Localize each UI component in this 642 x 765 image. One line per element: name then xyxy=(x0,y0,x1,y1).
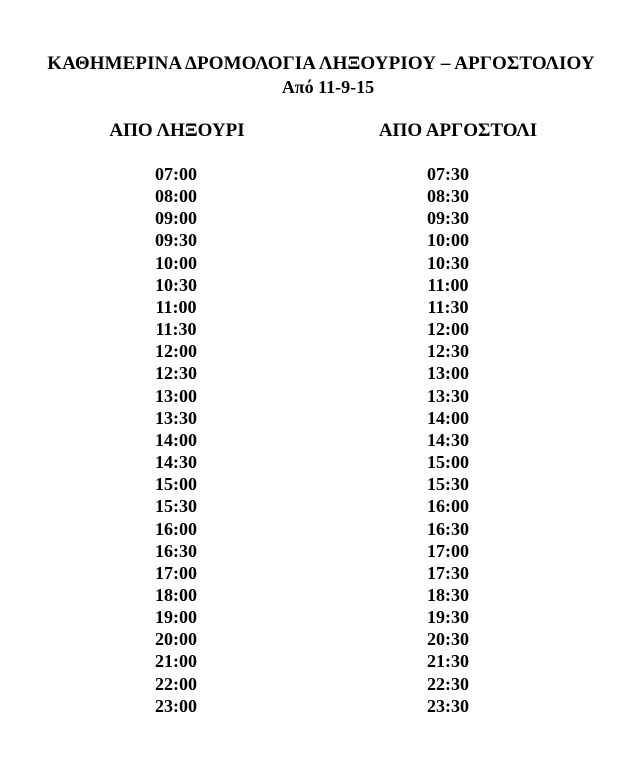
departure-time-lixouri: 15:30 xyxy=(155,496,197,517)
departure-time-argostoli: 09:30 xyxy=(427,208,469,229)
departure-time-lixouri: 07:00 xyxy=(155,164,197,184)
departure-time-lixouri: 12:30 xyxy=(155,363,197,384)
departure-time-argostoli: 17:30 xyxy=(427,562,469,583)
departure-time-argostoli: 18:30 xyxy=(427,584,469,605)
departure-time-argostoli: 21:30 xyxy=(427,651,469,672)
departure-time-argostoli: 13:00 xyxy=(427,363,469,384)
departure-time-lixouri: 16:30 xyxy=(155,540,197,561)
column-header-from-argostoli: ΑΠΟ ΑΡΓΟΣΤΟΛΙ xyxy=(378,120,538,141)
departure-time-lixouri: 11:30 xyxy=(155,319,197,340)
departure-time-lixouri: 14:00 xyxy=(155,429,197,450)
departure-time-argostoli: 14:30 xyxy=(427,429,469,450)
departure-time-lixouri: 10:30 xyxy=(155,274,197,295)
departure-time-lixouri: 15:00 xyxy=(155,474,197,495)
departure-time-argostoli: 22:30 xyxy=(427,673,469,694)
departure-time-argostoli: 10:00 xyxy=(427,230,469,251)
departure-time-argostoli: 23:30 xyxy=(427,695,469,716)
departure-time-lixouri: 10:00 xyxy=(155,252,197,273)
departure-time-lixouri: 23:00 xyxy=(155,695,197,716)
departure-time-lixouri: 09:00 xyxy=(155,208,197,229)
departure-time-argostoli: 12:30 xyxy=(427,341,469,362)
departure-time-argostoli: 16:30 xyxy=(427,518,469,539)
departure-time-argostoli: 07:30 xyxy=(427,164,469,184)
departure-time-lixouri: 18:00 xyxy=(155,584,197,605)
departure-time-lixouri: 14:30 xyxy=(155,452,197,473)
departure-time-lixouri: 08:00 xyxy=(155,186,197,207)
departure-time-argostoli: 11:00 xyxy=(427,274,469,295)
departure-time-argostoli: 12:00 xyxy=(427,319,469,340)
departure-time-argostoli: 16:00 xyxy=(427,496,469,517)
departure-time-argostoli: 08:30 xyxy=(427,186,469,207)
column-header-from-lixouri: ΑΠΟ ΛΗΞΟΥΡΙ xyxy=(109,120,245,141)
departure-time-argostoli: 13:30 xyxy=(427,385,469,406)
departure-time-lixouri: 13:00 xyxy=(155,385,197,406)
effective-date: Από 11-9-15 xyxy=(281,77,375,97)
departure-time-lixouri: 12:00 xyxy=(155,341,197,362)
departure-time-argostoli: 15:00 xyxy=(427,452,469,473)
departure-time-lixouri: 09:30 xyxy=(155,230,197,251)
departures-from-argostoli xyxy=(408,163,488,717)
departure-time-argostoli: 14:00 xyxy=(427,407,469,428)
departure-time-lixouri: 20:00 xyxy=(155,629,197,650)
departure-time-argostoli: 10:30 xyxy=(427,252,469,273)
departure-time-argostoli: 17:00 xyxy=(427,540,469,561)
departure-time-lixouri: 11:00 xyxy=(155,296,197,317)
departure-time-lixouri: 22:00 xyxy=(155,673,197,694)
departures-from-lixouri xyxy=(136,163,216,717)
departure-time-lixouri: 16:00 xyxy=(155,518,197,539)
departure-time-argostoli: 20:30 xyxy=(427,629,469,650)
departure-time-lixouri: 21:00 xyxy=(155,651,197,672)
departure-time-argostoli: 11:30 xyxy=(427,296,469,317)
document-title: ΚΑΘΗΜΕΡΙΝΑ ΔΡΟΜΟΛΟΓΙΑ ΛΗΞΟΥΡΙΟΥ – ΑΡΓΟΣΤΟΛΙΟΥ xyxy=(47,53,595,74)
departure-time-argostoli: 19:30 xyxy=(427,607,469,628)
departure-time-lixouri: 19:00 xyxy=(155,607,197,628)
departure-time-argostoli: 15:30 xyxy=(427,474,469,495)
departure-time-lixouri: 17:00 xyxy=(155,562,197,583)
departure-time-lixouri: 13:30 xyxy=(155,407,197,428)
